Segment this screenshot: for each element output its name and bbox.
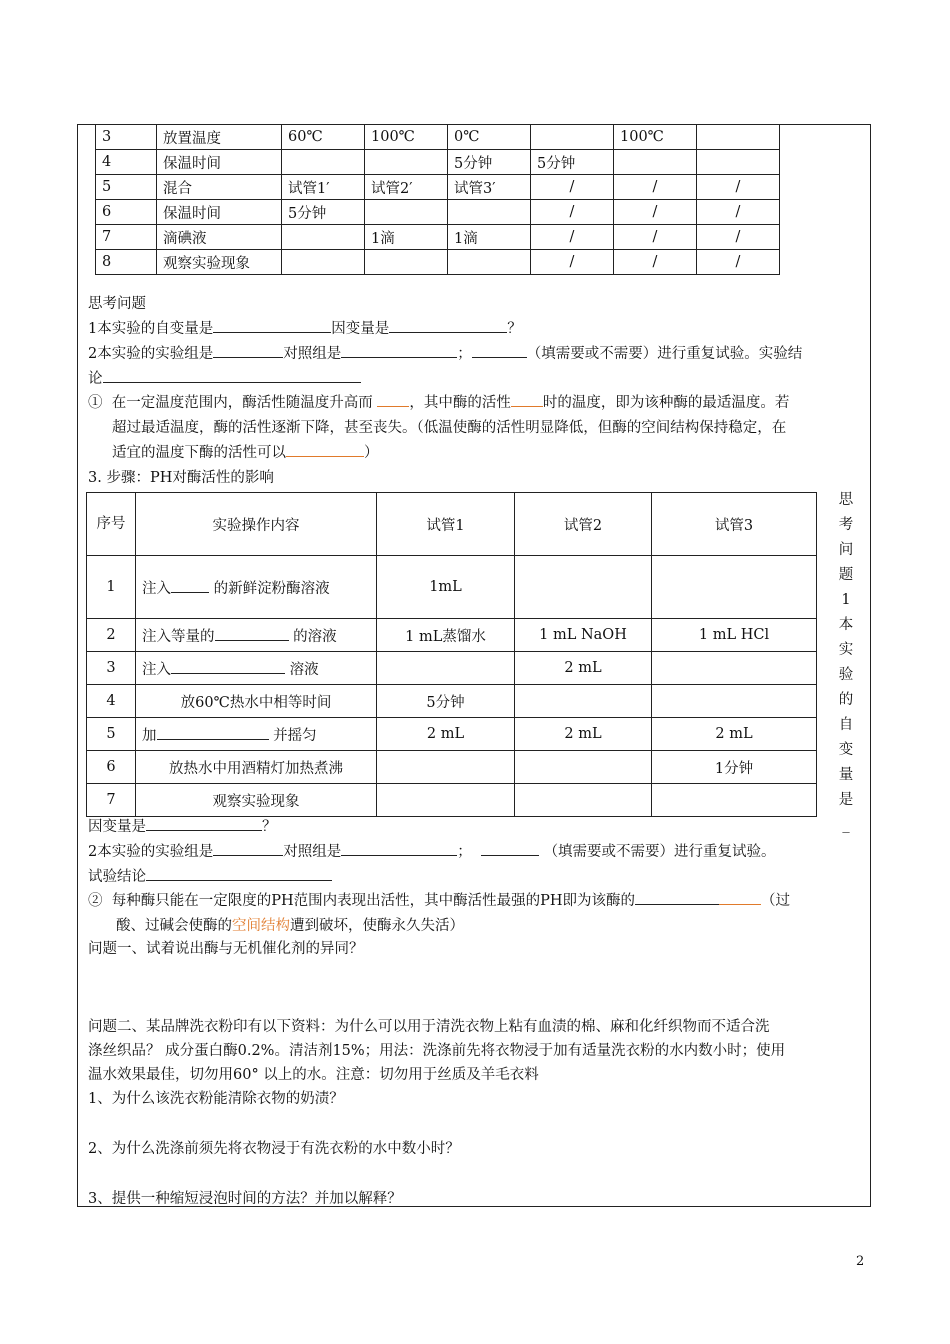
table-cell: 1滴 [365, 225, 448, 250]
question-2b: 2本实验的实验组是 对照组是 ； （填需要或不需要）进行重复试验。 [88, 840, 776, 861]
sub-question-3: 3、提供一种缩短浸泡时间的方法？并加以解释？ [88, 1191, 402, 1207]
table-cell [697, 150, 780, 175]
table-row [96, 250, 780, 275]
table-cell [282, 150, 365, 175]
table-cell: 放60℃热水中相等时间 [136, 685, 377, 718]
page-number: 2 [856, 1254, 865, 1269]
table-cell: / [614, 200, 697, 225]
conclusion-1: ① 在一定温度范围内，酶活性随温度升高而 ，其中酶的活性 时的温度，即为该种酶的最适温度。若 [88, 391, 789, 412]
table-row [87, 556, 817, 619]
table-cell [652, 685, 817, 718]
think-heading: 思考问题 [88, 296, 146, 312]
table-cell: 滴碘液 [157, 225, 282, 250]
table-cell: / [697, 225, 780, 250]
table-cell [282, 225, 365, 250]
table-cell [652, 784, 817, 817]
table-cell: 2 mL [377, 718, 515, 751]
table-header-row [87, 493, 817, 556]
table-cell: 观察实验现象 [157, 250, 282, 275]
table-cell [377, 652, 515, 685]
question-2: 2本实验的实验组是 对照组是 ； （填需要或不需要）进行重复试验。实验结 [88, 342, 802, 363]
table-cell: 5分钟 [448, 150, 531, 175]
table-cell: 4 [87, 685, 136, 718]
table-cell: 1 [87, 556, 136, 619]
dependent-var-line: 因变量是 ？ [88, 815, 277, 836]
table-cell [515, 556, 652, 619]
table-cell: 1 mL HCl [652, 619, 817, 652]
table-row [96, 150, 780, 175]
conclusion-line: 论 [88, 367, 361, 388]
table-cell: 2 mL [515, 652, 652, 685]
table-cell: / [614, 225, 697, 250]
table-cell: 7 [87, 784, 136, 817]
sub-question-1: 1、为什么该洗衣粉能清除衣物的奶渍？ [88, 1091, 344, 1107]
side-char: 问 [838, 542, 854, 558]
problem-2-line1: 问题二、某品牌洗衣粉印有以下资料：为什么可以用于清洗衣物上粘有血渍的棉、麻和化纤织物而不适合洗 [88, 1019, 770, 1035]
table-cell [515, 751, 652, 784]
table-cell: 加 并摇匀 [136, 718, 377, 751]
table-cell [652, 556, 817, 619]
table-row [87, 751, 817, 784]
table-row [96, 225, 780, 250]
table-cell: 试管1′ [282, 175, 365, 200]
problem-2-line3: 温水效果最佳，切勿用60° 以上的水。注意：切勿用于丝质及羊毛衣料 [88, 1067, 539, 1083]
table-cell: / [531, 175, 614, 200]
table-row [87, 718, 817, 751]
table-cell: 5 [87, 718, 136, 751]
table-cell: 保温时间 [157, 150, 282, 175]
table-cell: 0℃ [448, 125, 531, 150]
side-vertical-text [836, 488, 856, 838]
table-cell: 放置温度 [157, 125, 282, 150]
side-char: 考 [838, 517, 854, 533]
table-row [96, 125, 780, 150]
side-char: 的 [838, 692, 854, 708]
table-cell: 5分钟 [531, 150, 614, 175]
table-cell [697, 125, 780, 150]
table-cell: 注入 溶液 [136, 652, 377, 685]
table-row [96, 175, 780, 200]
side-char: 自 [838, 717, 854, 733]
table-cell [448, 250, 531, 275]
table-cell: / [531, 225, 614, 250]
table-cell: 注入 的新鲜淀粉酶溶液 [136, 556, 377, 619]
table-cell [652, 652, 817, 685]
side-char: 是_ [838, 792, 854, 833]
conclusion-2-line2: 酸、过碱会使酶的空间结构遭到破坏，使酶永久失活） [116, 918, 464, 934]
table-cell: 混合 [157, 175, 282, 200]
table-row [96, 200, 780, 225]
table-cell: 100℃ [365, 125, 448, 150]
table-cell: / [531, 250, 614, 275]
table-cell: 3 [96, 125, 157, 150]
table-cell: 100℃ [614, 125, 697, 150]
table-cell: 4 [96, 150, 157, 175]
table-cell: 注入等量的 的溶液 [136, 619, 377, 652]
table-cell: / [614, 175, 697, 200]
table-cell: / [697, 200, 780, 225]
table-cell [365, 150, 448, 175]
temperature-table [95, 124, 780, 275]
table-cell [282, 250, 365, 275]
table-cell: 试管2′ [365, 175, 448, 200]
table-cell [377, 751, 515, 784]
header-cell: 试管1 [377, 493, 515, 556]
table-cell: 5分钟 [377, 685, 515, 718]
table-cell: 2 [87, 619, 136, 652]
side-char: 思 [838, 492, 854, 508]
step-3-heading: 3. 步骤：PH对酶活性的影响 [88, 470, 274, 486]
table-cell [365, 250, 448, 275]
conclusion-1-line3: 适宜的温度下酶的活性可以 ） [112, 441, 379, 462]
table-cell: / [697, 175, 780, 200]
header-cell: 序号 [87, 493, 136, 556]
table-cell: 3 [87, 652, 136, 685]
side-char: 实 [838, 642, 854, 658]
table-row [87, 652, 817, 685]
table-cell: 5 [96, 175, 157, 200]
side-char: 题 [838, 567, 854, 583]
table-cell [377, 784, 515, 817]
table-cell: 5分钟 [282, 200, 365, 225]
header-cell: 试管3 [652, 493, 817, 556]
ph-table [86, 492, 817, 817]
side-char: 变 [838, 742, 854, 758]
table-cell [531, 125, 614, 150]
table-cell [365, 200, 448, 225]
side-char: 本 [838, 617, 854, 633]
side-char: 验 [838, 667, 854, 683]
table-cell: 保温时间 [157, 200, 282, 225]
table-cell: 1mL [377, 556, 515, 619]
table-cell: / [614, 250, 697, 275]
table-cell: 1 mL蒸馏水 [377, 619, 515, 652]
table-cell: 7 [96, 225, 157, 250]
problem-1: 问题一、试着说出酶与无机催化剂的异同？ [88, 941, 364, 957]
table-cell: 2 mL [652, 718, 817, 751]
table-cell [448, 200, 531, 225]
conclusion-2: ② 每种酶只能在一定限度的PH范围内表现出活性，其中酶活性最强的PH即为该酶的 （过 [88, 889, 790, 910]
table-cell: 1分钟 [652, 751, 817, 784]
table-cell: 6 [96, 200, 157, 225]
table-cell [614, 150, 697, 175]
side-char: 1 [841, 592, 851, 608]
table-cell: / [697, 250, 780, 275]
question-1: 1本实验的自变量是 因变量是 ？ [88, 317, 522, 338]
sub-question-2: 2、为什么洗涤前须先将衣物浸于有洗衣粉的水中数小时？ [88, 1141, 460, 1157]
table-row [87, 619, 817, 652]
table-cell: 1 mL NaOH [515, 619, 652, 652]
side-char: 量 [838, 767, 854, 783]
table-cell: 6 [87, 751, 136, 784]
table-cell: 8 [96, 250, 157, 275]
header-cell: 实验操作内容 [136, 493, 377, 556]
conclusion-2-line: 试验结论 [88, 865, 332, 886]
table-cell [515, 685, 652, 718]
table-cell: / [531, 200, 614, 225]
table-cell [515, 784, 652, 817]
table-cell: 试管3′ [448, 175, 531, 200]
table-row [87, 685, 817, 718]
table-cell: 60℃ [282, 125, 365, 150]
table-row [87, 784, 817, 817]
problem-2-line2: 涤丝织品？ 成分蛋白酶0.2%。清洁剂15%；用法：洗涤前先将衣物浸于加有适量洗衣粉的水内数小时；使用 [88, 1043, 786, 1059]
table-cell: 2 mL [515, 718, 652, 751]
header-cell: 试管2 [515, 493, 652, 556]
highlight-text: 空间结构 [232, 918, 290, 934]
table-cell: 放热水中用酒精灯加热煮沸 [136, 751, 377, 784]
table-cell: 1滴 [448, 225, 531, 250]
conclusion-1-line2: 超过最适温度，酶的活性逐渐下降，甚至丧失。（低温使酶的活性明显降低，但酶的空间结构保持稳定，在 [112, 420, 787, 436]
table-cell: 观察实验现象 [136, 784, 377, 817]
